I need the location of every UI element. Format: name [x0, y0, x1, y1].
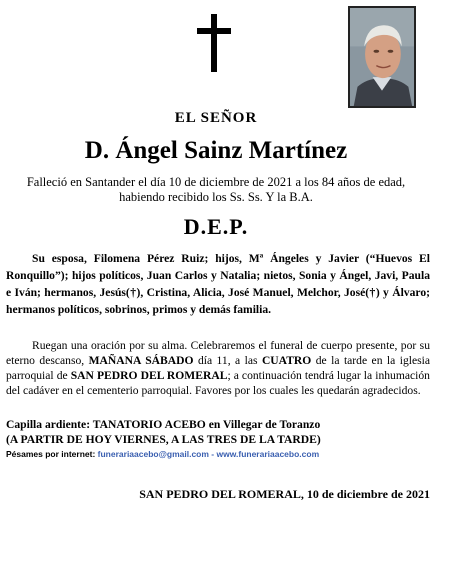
honorific: EL SEÑOR — [174, 110, 258, 126]
chapel-line-2: (A PARTIR DE HOY VIERNES, A LAS TRES DE LA TARDE) — [6, 433, 321, 446]
funeral-text-2: día 11, a las — [193, 354, 262, 367]
funeral-paragraph — [6, 338, 430, 398]
death-line-2: habiendo recibido los Ss. Ss. Y la B.A. — [119, 190, 313, 204]
chapel-line-1: Capilla ardiente: TANATORIO ACEBO en Villegar de Toranzo — [6, 418, 321, 431]
cross-icon — [197, 14, 231, 72]
deceased-name: D. Ángel Sainz Martínez — [84, 137, 348, 164]
funeral-text-3: de la tarde en la iglesia parroquial de — [6, 354, 430, 382]
family-paragraph: Su esposa, Filomena Pérez Ruiz; hijos, Mª Ángeles y Javier (“Huevos El Ronquillo”); hijos políticos, Juan Carlos y Natalia; nietos, Sonia y Ángel, Javi, Paula e Iván; hermanos, Jesús(†), Cristina, Alicia, José Manuel, Melchor, José(†) y Álvaro; hermanos políticos, sobrinos, primos y demás familia. — [6, 252, 430, 316]
funeral-text-1: Ruegan una oración por su alma. Celebraremos el funeral de cuerpo presente, por su eterno descanso, — [6, 339, 430, 367]
condolences-links[interactable]: funerariaacebo@gmail.com - www.funerariaacebo.com — [97, 449, 320, 459]
funeral-day: MAÑANA SÁBADO — [88, 354, 194, 367]
death-notice — [0, 175, 432, 205]
funeral-text-4: ; a continuación tendrá lugar la inhumación del cadáver en el cementerio parroquial. Favores por los cuales les quedarán agradecidos. — [6, 369, 430, 397]
condolences — [6, 448, 430, 460]
condolences-label: Pésames por internet: — [6, 449, 96, 459]
place-date: SAN PEDRO DEL ROMERAL, 10 de diciembre de 2021 — [139, 487, 430, 501]
funeral-time: CUATRO — [261, 354, 312, 367]
deceased-photo — [348, 6, 416, 108]
chapel-info — [6, 417, 430, 447]
funeral-church: SAN PEDRO DEL ROMERAL — [70, 369, 228, 382]
dep-heading: D.E.P. — [183, 214, 249, 239]
death-line-1: Falleció en Santander el día 10 de diciembre de 2021 a los 84 años de edad, — [26, 175, 406, 189]
